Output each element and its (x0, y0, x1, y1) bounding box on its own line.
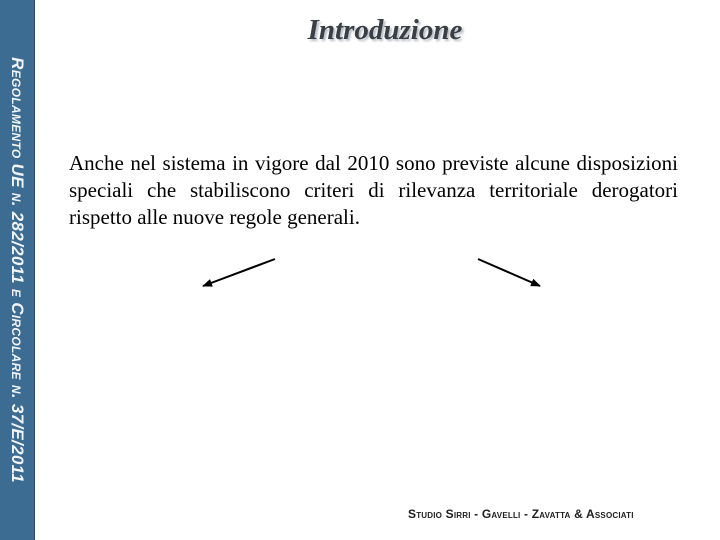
footer-firm-name: Studio Sirri - Gavelli - Zavatta & Associati (408, 507, 634, 521)
slide-title: Introduzione (307, 14, 463, 46)
arrow-left (203, 259, 275, 286)
slide-body-text: Anche nel sistema in vigore dal 2010 sono previste alcune disposizioni speciali che stabiliscono criteri di rilevanza territoriale derogatori rispetto alle nuove regole generali. (69, 151, 678, 229)
arrow-right (478, 259, 540, 286)
sidebar-label: Regolamento UE n. 282/2011 e Circolare n. 37/E/2011 (8, 57, 27, 483)
